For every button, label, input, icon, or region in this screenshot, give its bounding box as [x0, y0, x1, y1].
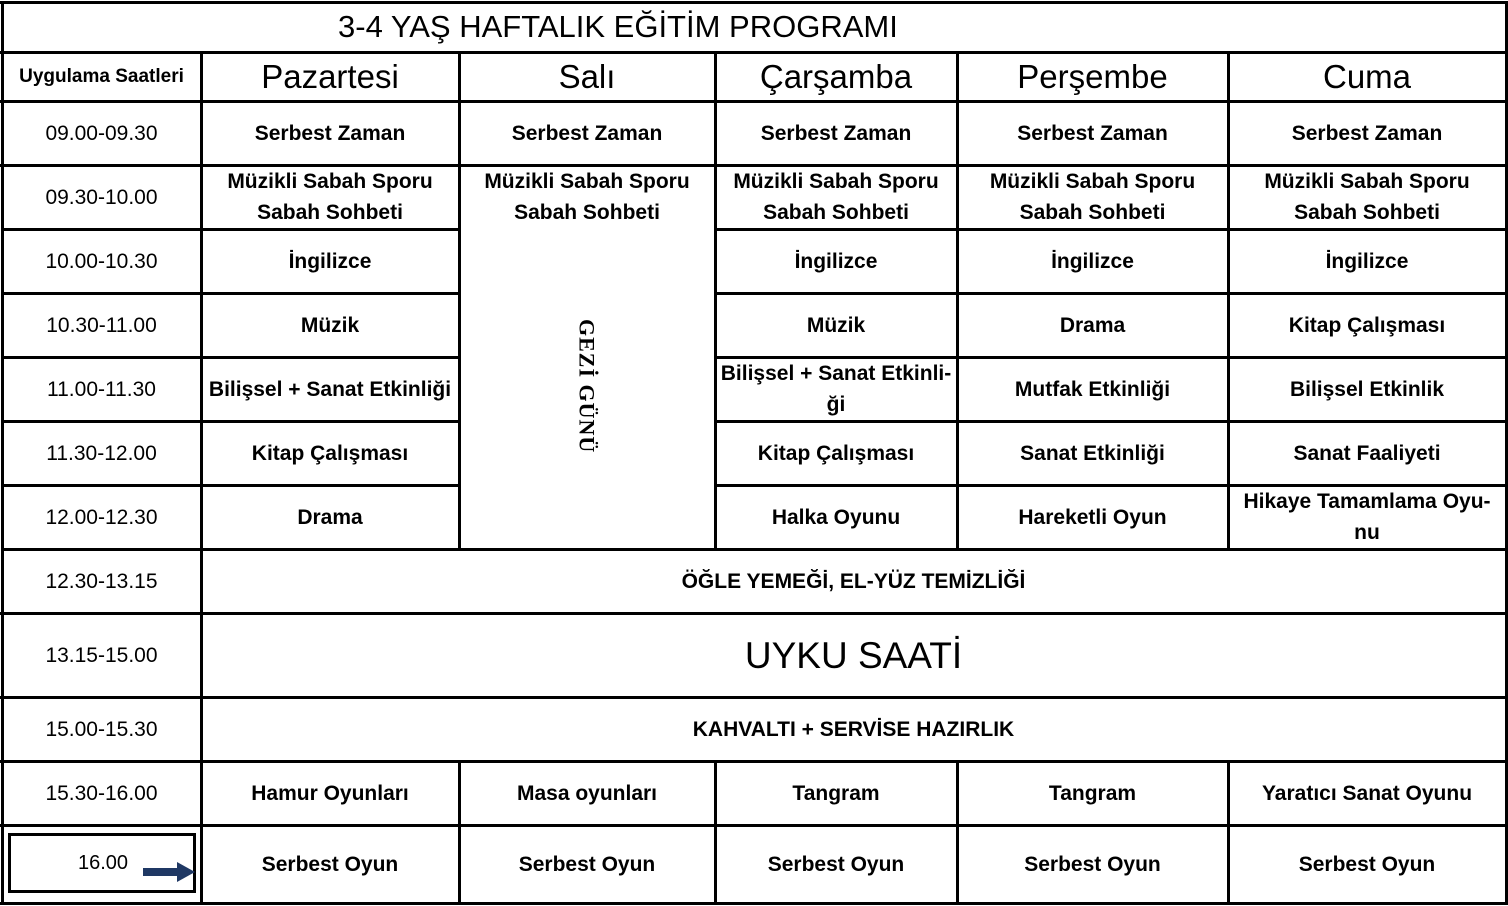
- grid-line-h: [715, 292, 1508, 295]
- free-play-cell: Serbest Oyun: [767, 852, 905, 876]
- grid-line-h: [715, 484, 1508, 487]
- grid-line-h: [1228, 548, 1508, 551]
- time-slot: 09.30-10.00: [45, 185, 158, 209]
- afternoon-activity-cell: Masa oyunları: [516, 781, 658, 805]
- grid-line-h: [715, 228, 1508, 231]
- activity-cell: İngilizce: [1325, 249, 1409, 273]
- activity-cell: İngilizce: [794, 249, 878, 273]
- free-play-cell: Serbest Oyun: [1024, 852, 1161, 876]
- activity-cell: Müzikli Sabah Sporu Sabah Sohbeti: [484, 170, 690, 224]
- grid-line-h: [0, 824, 1508, 827]
- time-slot: 12.30-13.15: [45, 569, 158, 593]
- grid-line-v: [956, 761, 959, 903]
- time-slot: 10.00-10.30: [45, 249, 158, 273]
- grid-line-h: [715, 356, 1508, 359]
- grid-line-h: [0, 902, 1508, 905]
- day-header-5: Cuma: [1322, 58, 1412, 95]
- grid-line-v: [458, 761, 461, 903]
- time-16-label: 16.00: [78, 852, 129, 874]
- activity-cell: Müzik: [806, 313, 866, 337]
- grid-line-h: [2, 228, 459, 231]
- activity-cell: Serbest Zaman: [1017, 121, 1168, 145]
- activity-cell: Müzikli Sabah Sporu Sabah Sohbeti: [989, 170, 1196, 224]
- time-slot: 15.30-16.00: [45, 781, 158, 805]
- grid-line-h: [2, 356, 459, 359]
- activity-cell: Drama: [1059, 313, 1126, 337]
- time-slot: 12.00-12.30: [45, 505, 158, 529]
- activity-cell: Serbest Zaman: [760, 121, 912, 145]
- grid-line-h: [0, 696, 1508, 699]
- activity-cell: Mutfak Etkinliği: [1014, 377, 1171, 401]
- grid-line-v: [714, 52, 717, 549]
- lunch-row: ÖĞLE YEMEĞİ, EL-YÜZ TEMİZLİĞİ: [681, 569, 1026, 593]
- trip-day-label: GEZİ GÜNÜ: [574, 319, 600, 454]
- arrow-right-icon: [143, 860, 195, 884]
- activity-cell: Müzikli Sabah Sporu Sabah Sohbeti: [227, 170, 433, 224]
- day-header-4: Perşembe: [1017, 58, 1168, 95]
- activity-cell: Sanat Etkinliği: [1020, 441, 1165, 465]
- day-header-3: Çarşamba: [759, 58, 913, 95]
- activity-cell: Hareketli Oyun: [1018, 505, 1167, 529]
- time-slot: 13.15-15.00: [45, 643, 158, 667]
- time-slot: 11.30-12.00: [46, 441, 157, 465]
- activity-cell: Bilişsel + Sanat Etkinliği: [208, 377, 452, 401]
- free-play-cell: Serbest Oyun: [261, 852, 399, 876]
- grid-line-v: [200, 52, 203, 903]
- activity-cell: Sanat Faaliyeti: [1293, 441, 1441, 465]
- grid-line-v: [956, 52, 959, 549]
- afternoon-activity-cell: Tangram: [792, 781, 880, 805]
- activity-cell: Serbest Zaman: [511, 121, 663, 145]
- grid-line-h: [0, 164, 1508, 167]
- activity-cell: Kitap Çalışması: [757, 441, 915, 465]
- activity-cell: Müzikli Sabah Sporu Sabah Sohbeti: [733, 170, 939, 224]
- time-column-header: Uygulama Saatleri: [19, 66, 184, 87]
- activity-cell: Müzik: [300, 313, 360, 337]
- free-play-cell: Serbest Oyun: [1298, 852, 1436, 876]
- activity-cell: Müzikli Sabah Sporu Sabah Sohbeti: [1264, 170, 1470, 224]
- activity-cell: İngilizce: [288, 249, 372, 273]
- grid-line-v: [1, 2, 4, 903]
- trip-day-cell: [459, 229, 715, 549]
- day-header-1: Pazartesi: [261, 58, 399, 95]
- activity-cell: Kitap Çalışması: [251, 441, 409, 465]
- activity-cell: Serbest Zaman: [254, 121, 406, 145]
- free-play-cell: Serbest Oyun: [518, 852, 656, 876]
- grid-line-h: [0, 760, 1508, 763]
- time-slot: 09.00-09.30: [45, 121, 158, 145]
- grid-line-h: [2, 548, 1228, 551]
- grid-line-h: [2, 484, 459, 487]
- grid-line-v: [714, 761, 717, 903]
- activity-cell: Drama: [297, 505, 363, 529]
- grid-line-v: [458, 52, 461, 549]
- afternoon-activity-cell: Tangram: [1048, 781, 1137, 805]
- grid-line-v: [1227, 761, 1230, 903]
- page-title: 3-4 YAŞ HAFTALIK EĞİTİM PROGRAMI: [338, 8, 898, 44]
- afternoon-activity-cell: Yaratıcı Sanat Oyunu: [1261, 781, 1473, 805]
- grid-line-h: [2, 292, 459, 295]
- breakfast-row: KAHVALTI + SERVİSE HAZIRLIK: [692, 717, 1015, 741]
- day-header-2: Salı: [558, 58, 616, 95]
- activity-cell: Kitap Çalışması: [1288, 313, 1446, 337]
- activity-cell: Bilişsel Etkinlik: [1289, 377, 1445, 401]
- activity-cell: Halka Oyunu: [771, 505, 901, 529]
- time-slot: 11.00-11.30: [47, 377, 156, 401]
- time-slot: 15.00-15.30: [45, 717, 158, 741]
- sleep-row: UYKU SAATİ: [744, 634, 963, 676]
- activity-cell: Hikaye Tamamlama Oyu- nu: [1243, 490, 1491, 544]
- grid-line-h: [715, 420, 1508, 423]
- activity-cell: Bilişsel + Sanat Etkinli- ği: [720, 362, 952, 416]
- activity-cell: İngilizce: [1051, 249, 1134, 273]
- activity-cell: Serbest Zaman: [1291, 121, 1443, 145]
- grid-line-h: [0, 100, 1508, 103]
- grid-line-h: [0, 612, 1508, 615]
- grid-line-h: [2, 420, 459, 423]
- grid-line-v: [1227, 52, 1230, 549]
- afternoon-activity-cell: Hamur Oyunları: [251, 781, 409, 805]
- time-slot: 10.30-11.00: [46, 313, 157, 337]
